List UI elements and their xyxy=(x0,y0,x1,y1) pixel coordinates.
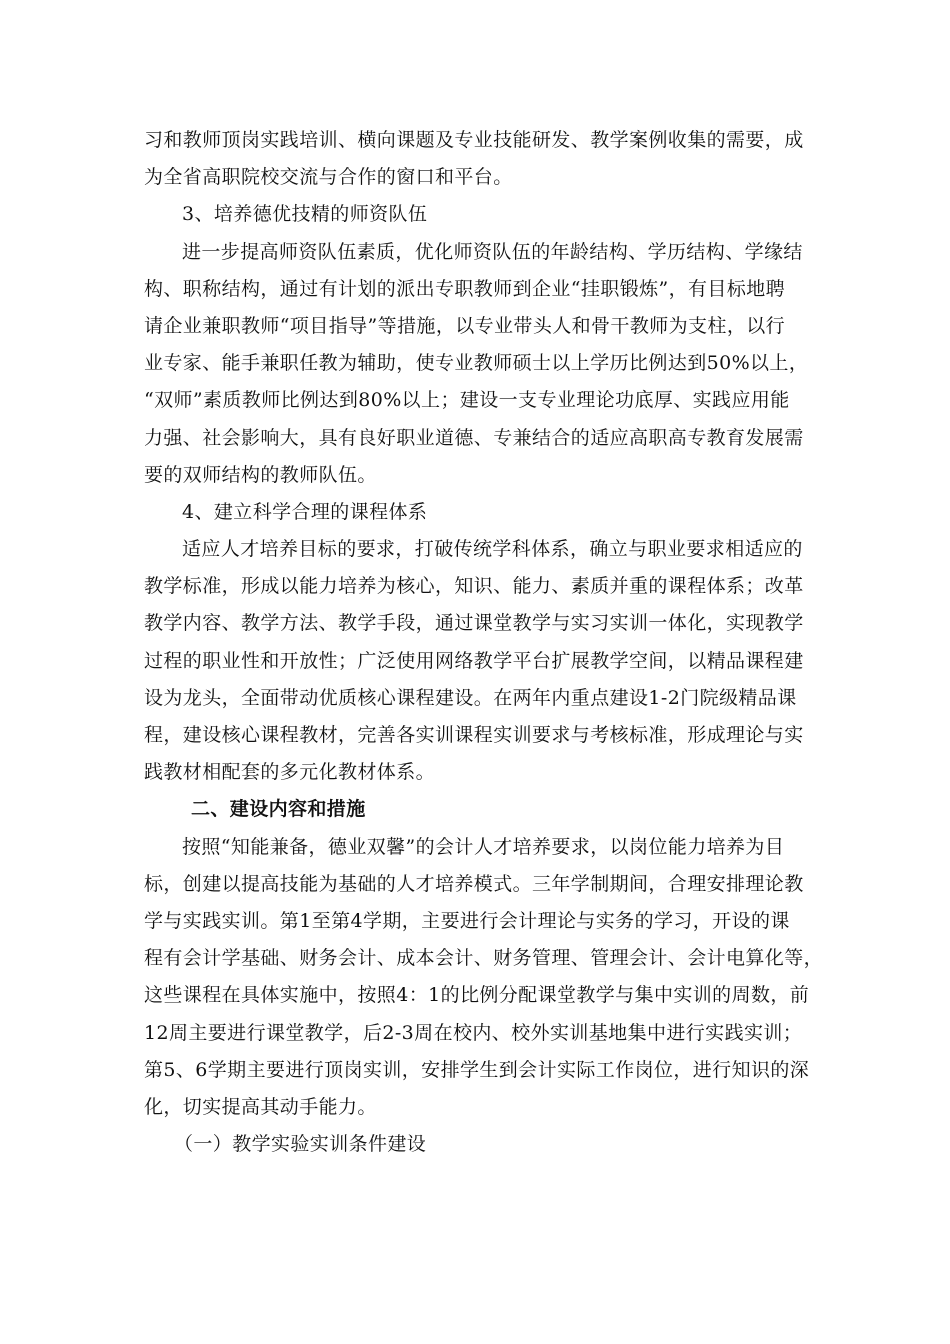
paragraph-first-line: 适应人才培养目标的要求，打破传统学科体系，确立与职业要求相适应的 xyxy=(182,538,803,561)
body-text-line: 力强、社会影响大，具有良好职业道德、专兼结合的适应高职高专教育发展需 xyxy=(144,426,804,449)
paragraph-first-line: 按照“知能兼备，德业双馨”的会计人才培养要求，以岗位能力培养为目 xyxy=(182,835,785,858)
body-text-line: 习和教师顶岗实践培训、横向课题及专业技能研发、教学案例收集的需要，成 xyxy=(144,129,804,151)
body-text-line: 构、职称结构，通过有计划的派出专职教师到企业“挂职锻炼”，有目标地聘 xyxy=(144,277,786,300)
body-text-line: 化，切实提高其动手能力。 xyxy=(144,1095,377,1118)
body-text-line: 这些课程在具体实施中，按照4：1的比例分配课堂教学与集中实训的周数，前 xyxy=(144,984,810,1007)
body-text-line: 业专家、能手兼职任教为辅助，使专业教师硕士以上学历比例达到50%以上， xyxy=(144,352,809,375)
body-text-line: 教学标准，形成以能力培养为核心，知识、能力、素质并重的课程体系；改革 xyxy=(144,575,804,598)
body-text-line: 要的双师结构的教师队伍。 xyxy=(144,463,377,486)
section-heading: 二、建设内容和措施 xyxy=(191,798,366,821)
body-text-line: 为全省高职院校交流与合作的窗口和平台。 xyxy=(144,166,513,189)
body-text-line: 12周主要进行课堂教学，后2-3周在校内、校外实训基地集中进行实践实训； xyxy=(144,1021,803,1044)
body-text-line: 践教材相配套的多元化教材体系。 xyxy=(144,761,436,784)
body-text-line: 程，建设核心课程教材，完善各实训课程实训要求与考核标准，形成理论与实 xyxy=(144,724,804,746)
body-text-line: 程有会计学基础、财务会计、成本会计、财务管理、管理会计、会计电算化等， xyxy=(144,947,824,970)
body-text-line: 过程的职业性和开放性；广泛使用网络教学平台扩展教学空间，以精品课程建 xyxy=(144,649,804,672)
body-text-line: “双师”素质教师比例达到80%以上；建设一支专业理论功底厚、实践应用能 xyxy=(144,389,790,412)
paragraph-first-line: 3、培养德优技精的师资队伍 xyxy=(182,203,428,226)
subsection-heading: （一）教学实验实训条件建设 xyxy=(174,1133,427,1156)
paragraph-first-line: 进一步提高师资队伍素质，优化师资队伍的年龄结构、学历结构、学缘结 xyxy=(182,240,803,263)
body-text-line: 标，创建以提高技能为基础的人才培养模式。三年学制期间，合理安排理论教 xyxy=(144,872,804,895)
body-text-line: 第5、6学期主要进行顶岗实训，安排学生到会计实际工作岗位，进行知识的深 xyxy=(144,1058,810,1081)
body-text-line: 学与实践实训。第1至第4学期，主要进行会计理论与实务的学习，开设的课 xyxy=(144,909,790,932)
body-text-line: 设为龙头，全面带动优质核心课程建设。在两年内重点建设1-2门院级精品课 xyxy=(144,686,797,709)
paragraph-first-line: 4、建立科学合理的课程体系 xyxy=(182,500,428,523)
body-text-line: 请企业兼职教师“项目指导”等措施，以专业带头人和骨干教师为支柱，以行 xyxy=(144,314,786,337)
document-body xyxy=(144,122,824,1163)
body-text-line: 教学内容、教学方法、教学手段，通过课堂教学与实习实训一体化，实现教学 xyxy=(144,612,804,635)
